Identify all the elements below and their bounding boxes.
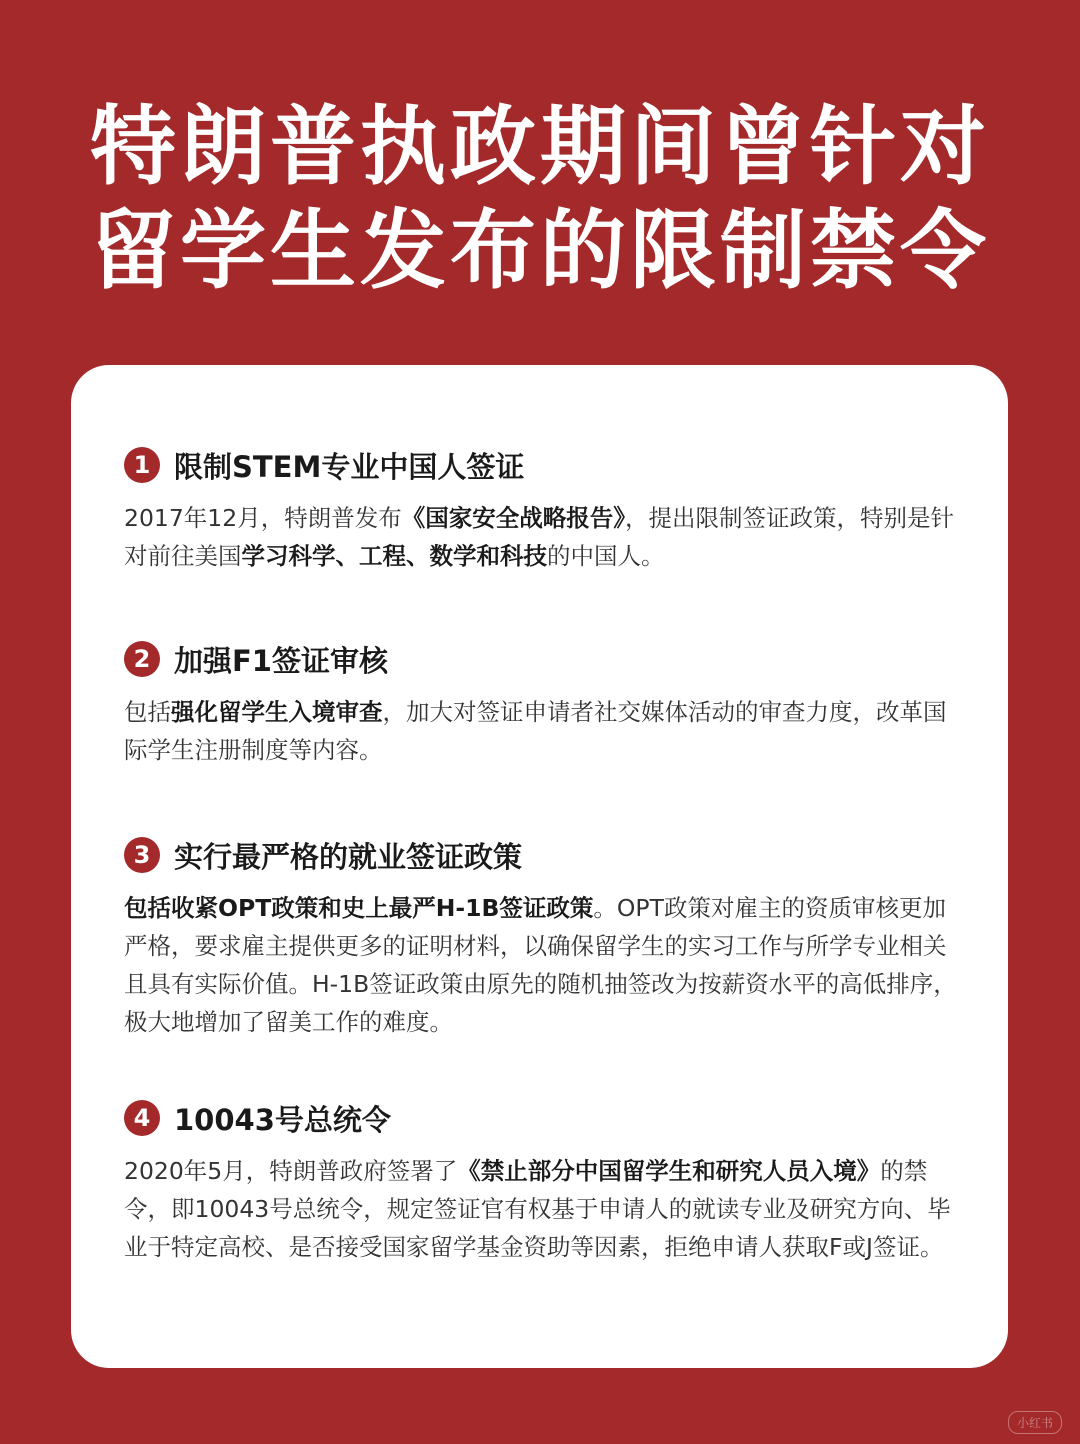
section-header xyxy=(124,445,969,485)
section-header xyxy=(124,835,969,875)
page-title-line-2: 留学生发布的限制禁令 xyxy=(90,201,990,301)
watermark: 小红书 xyxy=(1008,1411,1062,1434)
body-text: 。OPT政策对雇主的资质审核更加严格，要求雇主提供更多的证明材料，以确保留学生的实习工作与所学专业相关且具有实际价值。H-1B签证政策由原先的随机抽签改为按薪资水平的高低排序，极大地增加了留美工作的难度。 xyxy=(124,894,957,1036)
section-title: 10043号总统令 xyxy=(174,1102,391,1137)
body-text: ，提出限制签证政策，特别是针对前往美国 xyxy=(124,504,954,570)
number-badge: 3 xyxy=(124,837,160,873)
section-body xyxy=(124,1152,969,1266)
body-text: ，加大对签证申请者社交媒体活动的审查力度，改革国际学生注册制度等内容。 xyxy=(124,698,947,764)
page-title-line-1: 特朗普执政期间曾针对 xyxy=(90,97,990,197)
section-3 xyxy=(124,835,969,1041)
section-body xyxy=(124,889,969,1041)
section-title: 实行最严格的就业签证政策 xyxy=(174,839,523,874)
body-bold: 《禁止部分中国留学生和研究人员入境》 xyxy=(457,1157,881,1185)
section-2 xyxy=(124,639,969,769)
body-text: 的中国人。 xyxy=(547,542,665,570)
number-badge: 1 xyxy=(124,447,160,483)
section-header xyxy=(124,1098,969,1138)
body-text: 包括 xyxy=(124,698,171,726)
body-bold: 包括收紧OPT政策和史上最严H-1B签证政策 xyxy=(124,894,594,922)
number-badge: 4 xyxy=(124,1100,160,1136)
body-text: 2020年5月，特朗普政府签署了 xyxy=(124,1157,458,1185)
section-body xyxy=(124,693,969,769)
body-bold: 《国家安全战略报告》 xyxy=(401,504,625,532)
section-title: 加强F1签证审核 xyxy=(174,643,388,678)
number-badge: 2 xyxy=(124,641,160,677)
section-4 xyxy=(124,1098,969,1266)
section-1 xyxy=(124,445,969,575)
body-text: 的禁令，即10043号总统令，规定签证官有权基于申请人的就读专业及研究方向、毕业于特定高校、是否接受国家留学基金资助等因素，拒绝申请人获取F或J签证。 xyxy=(124,1157,951,1261)
body-text: 2017年12月，特朗普发布 xyxy=(124,504,402,532)
content-card xyxy=(71,365,1008,1368)
body-bold: 强化留学生入境审查 xyxy=(171,698,383,726)
section-header xyxy=(124,639,969,679)
section-body xyxy=(124,499,969,575)
section-title: 限制STEM专业中国人签证 xyxy=(174,449,525,484)
body-bold: 学习科学、工程、数学和科技 xyxy=(241,542,547,570)
